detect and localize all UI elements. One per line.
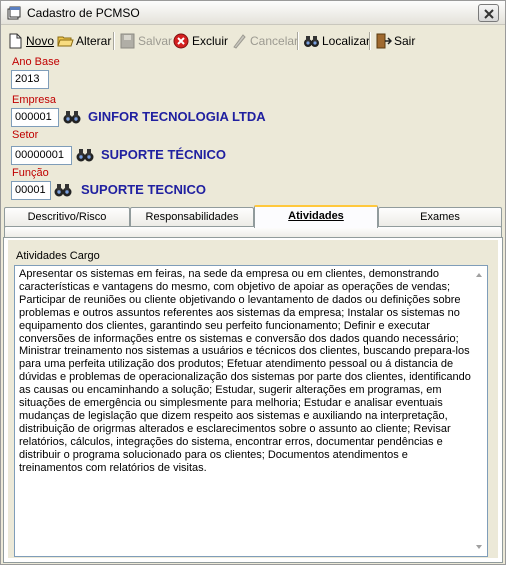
scroll-down-arrow-icon[interactable] bbox=[473, 542, 485, 552]
tab-descritivo-risco[interactable]: Descritivo/Risco bbox=[4, 207, 130, 227]
empresa-label: Empresa bbox=[12, 94, 57, 106]
toolbar bbox=[1, 28, 505, 54]
window-title: Cadastro de PCMSO bbox=[27, 6, 140, 20]
setor-name: SUPORTE TÉCNICO bbox=[101, 147, 226, 162]
funcao-label: Função bbox=[12, 167, 49, 179]
empresa-search-binoculars-icon[interactable] bbox=[62, 109, 82, 125]
title-bar[interactable] bbox=[1, 1, 505, 25]
toolbar-separator bbox=[113, 32, 115, 50]
salvar-button[interactable] bbox=[119, 31, 172, 51]
empresa-code-field[interactable]: 000001 bbox=[11, 108, 59, 127]
toolbar-separator bbox=[297, 32, 299, 50]
funcao-search-binoculars-icon[interactable] bbox=[53, 182, 73, 198]
alterar-button[interactable] bbox=[57, 31, 111, 51]
setor-code-field[interactable]: 00000001 bbox=[11, 146, 72, 165]
toolbar-separator bbox=[369, 32, 371, 50]
localizar-button[interactable] bbox=[303, 31, 370, 51]
salvar-label: Salvar bbox=[138, 34, 173, 48]
new-document-icon bbox=[7, 33, 24, 49]
cancelar-label: Cancelar bbox=[250, 34, 299, 48]
cancelar-button[interactable] bbox=[231, 31, 298, 51]
atividades-panel bbox=[3, 237, 503, 563]
setor-label: Setor bbox=[12, 129, 39, 141]
tab-atividades[interactable]: Atividades bbox=[254, 205, 378, 228]
open-folder-icon bbox=[57, 33, 74, 49]
close-button[interactable] bbox=[478, 4, 499, 22]
window-icon bbox=[7, 6, 21, 20]
excluir-label: Excluir bbox=[192, 34, 229, 48]
atividades-cargo-label: Atividades Cargo bbox=[16, 250, 100, 262]
tab-responsabilidades[interactable]: Responsabilidades bbox=[130, 207, 254, 227]
binoculars-icon bbox=[303, 33, 320, 49]
close-icon bbox=[484, 9, 494, 19]
delete-icon bbox=[173, 33, 190, 49]
tab-strip bbox=[3, 207, 503, 227]
cancel-pencil-icon bbox=[231, 33, 248, 49]
funcao-code-field[interactable]: 00001 bbox=[11, 181, 51, 200]
atividades-cargo-memo[interactable] bbox=[14, 265, 488, 557]
save-disk-icon bbox=[119, 33, 136, 49]
setor-search-binoculars-icon[interactable] bbox=[75, 147, 95, 163]
novo-button[interactable] bbox=[7, 31, 54, 51]
ano-base-label: Ano Base bbox=[12, 56, 60, 68]
sair-label: Sair bbox=[394, 34, 416, 48]
atividades-cargo-text: Apresentar os sistemas em feiras, na sede da empresa ou em clientes, demonstrando características e vantagens do mesmo, com objetivo de apoiar as operações de vendas; Participar de reuniões ou cliente objetivando o levantamento de dados ou definições sobre problemas e outros assuntos referentes aos sistemas da empresa; Instalar os sistemas no equipamento dos clientes, garantindo seu perfeito funcionamento; Definir e executar conversões de informações entre os sistemas e conversão dos dados quando necessário; Ministrar treinamento nos sistemas a usuários e técnicos dos clientes, buscando prepara-los para uma perfeita utilização dos produtos; Efetuar atendimento pessoal ou á distancia de dúvidas e problemas de operacionalização dos sistemas por parte dos clientes, identificando as causas ou encaminhando a solução; Estudar, sugerir alterações em programas, em situações de emergência ou simplesmente para melhoria; Estudar e analisar eventuais mudanças de legislação que dizem respeito aos sistemas e auxiliando na interpretação, distribuição de origrmas alterados e esclarecimentos sobre o assunto ao cliente; Revisar relatórios, cálculos, integrações do sistema, encontrar erros, documentar pendências e distribuir o programa solucionado para os clientes; Documentos atendimentos e treinamentos com relatórios de visitas. bbox=[19, 268, 471, 474]
novo-label: Novo bbox=[26, 34, 55, 48]
exit-door-icon bbox=[375, 33, 392, 49]
funcao-name: SUPORTE TECNICO bbox=[81, 182, 206, 197]
sair-button[interactable] bbox=[375, 31, 415, 51]
atividades-panel-body bbox=[8, 240, 498, 558]
scroll-up-arrow-icon[interactable] bbox=[473, 270, 485, 280]
empresa-name: GINFOR TECNOLOGIA LTDA bbox=[88, 109, 266, 124]
alterar-label: Alterar bbox=[76, 34, 112, 48]
excluir-button[interactable] bbox=[173, 31, 228, 51]
tab-exames[interactable]: Exames bbox=[378, 207, 502, 227]
ano-base-field[interactable]: 2013 bbox=[11, 70, 49, 89]
localizar-label: Localizar bbox=[322, 34, 371, 48]
